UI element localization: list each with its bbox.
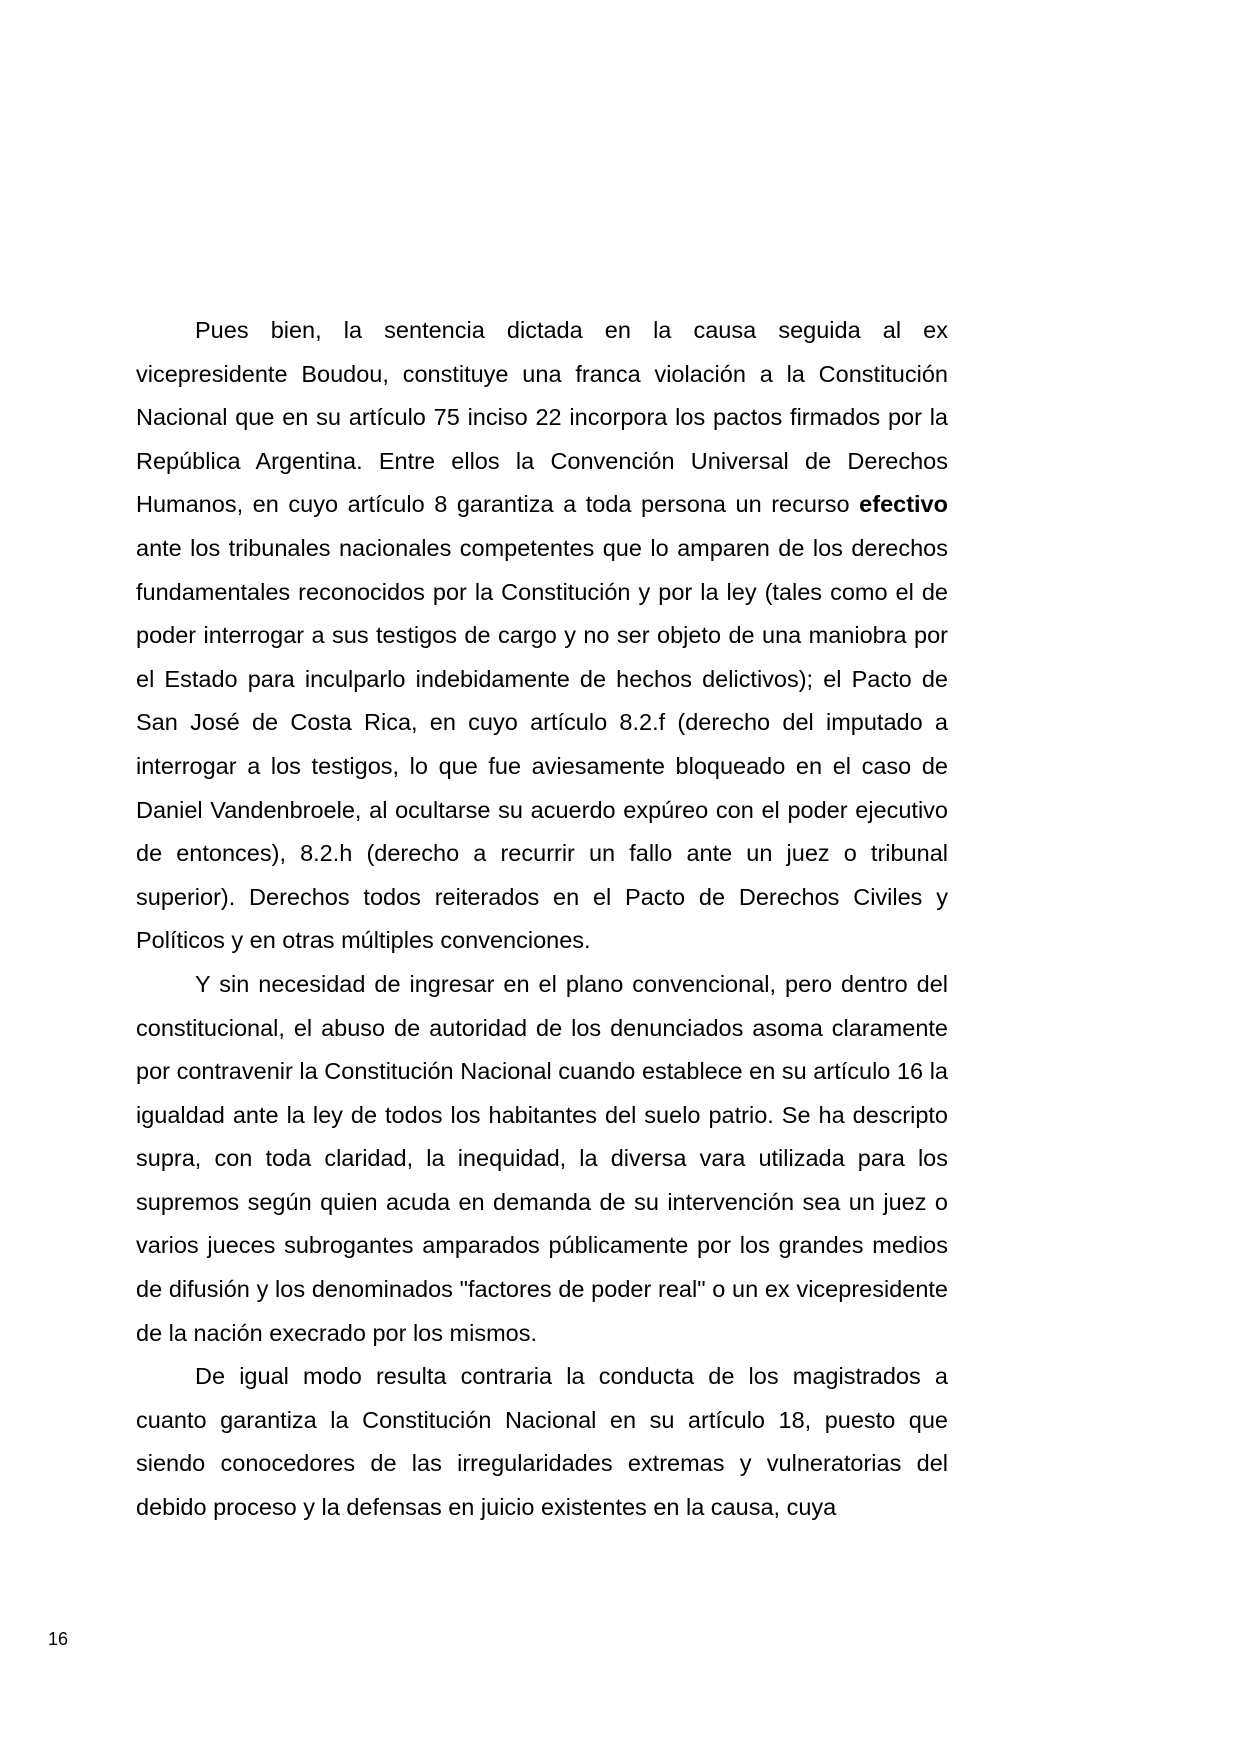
paragraph-1-text-start: Pues bien, la sentencia dictada en la causa seguida al ex vicepresidente Boudou, constituye una franca violación a la Constitución Nacional que en su artículo 75 inciso 22 incorpora los pactos firmados por la República Argentina. Entre ellos la Convención Universal de Derechos Humanos, en cuyo artículo 8 garantiza a toda persona un recurso [136, 317, 948, 518]
paragraph-2: Y sin necesidad de ingresar en el plano convencional, pero dentro del constitucional, el abuso de autoridad de los denunciados asoma claramente por contravenir la Constitución Nacional cuando establece en su artículo 16 la igualdad ante la ley de todos los habitantes del suelo patrio. Se ha descripto supra, con toda claridad, la inequidad, la diversa vara utilizada para los supremos según quien acuda en demanda de su intervención sea un juez o varios jueces subrogantes amparados públicamente por los grandes medios de difusión y los denominados "factores de poder real" o un ex vicepresidente de la nación execrado por los mismos. [136, 970, 948, 1346]
page-number: 16 [48, 1629, 69, 1649]
emphasis-efectivo: efectivo [859, 491, 948, 518]
document-body [136, 309, 948, 1530]
paragraph-3: De igual modo resulta contraria la conducta de los magistrados a cuanto garantiza la Constitución Nacional en su artículo 18, puesto que siendo conocedores de las irregularidades extremas y vulneratorias del debido proceso y la defensas en juicio existentes en la causa, cuya [136, 1363, 948, 1521]
paragraph-1 [136, 309, 948, 963]
paragraph-1-text-end: ante los tribunales nacionales competentes que lo amparen de los derechos fundamentales reconocidos por la Constitución y por la ley (tales como el de poder interrogar a sus testigos de cargo y no ser objeto de una maniobra por el Estado para inculparlo indebidamente de hechos delictivos); el Pacto de San José de Costa Rica, en cuyo artículo 8.2.f (derecho del imputado a interrogar a los testigos, lo que fue aviesamente bloqueado en el caso de Daniel Vandenbroele, al ocultarse su acuerdo expúreo con el poder ejecutivo de entonces), 8.2.h (derecho a recurrir un fallo ante un juez o tribunal superior). Derechos todos reiterados en el Pacto de Derechos Civiles y Políticos y en otras múltiples convenciones. [136, 534, 948, 954]
